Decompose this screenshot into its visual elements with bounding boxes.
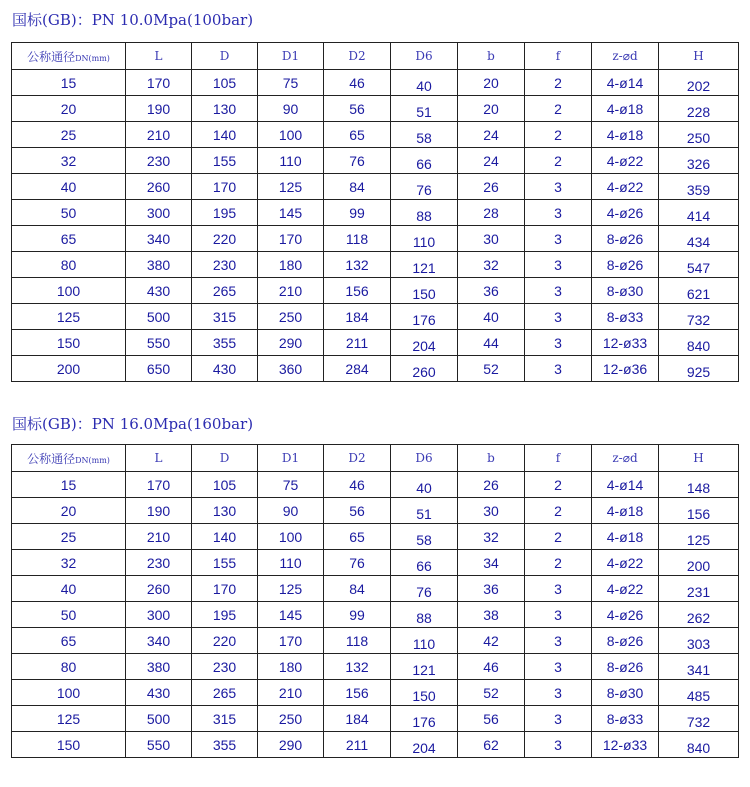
header-d1: D1 — [258, 43, 324, 70]
cell-h: 840 — [659, 735, 739, 761]
header-b: b — [458, 445, 525, 472]
cell-h: 262 — [659, 605, 739, 631]
cell-b: 28 — [458, 200, 525, 226]
cell-d6: 176 — [391, 709, 458, 735]
cell-d1: 290 — [258, 732, 324, 758]
cell-h: 202 — [659, 73, 739, 99]
cell-b: 36 — [458, 278, 525, 304]
cell-b: 40 — [458, 304, 525, 330]
cell-f: 2 — [525, 148, 592, 174]
cell-dn: 80 — [12, 252, 126, 278]
cell-zd: 8-ø26 — [592, 628, 659, 654]
cell-d2: 156 — [324, 278, 391, 304]
cell-d6: 204 — [391, 333, 458, 359]
cell-b: 44 — [458, 330, 525, 356]
cell-zd: 12-ø33 — [592, 732, 659, 758]
cell-f: 3 — [525, 680, 592, 706]
dimension-table — [11, 444, 739, 758]
cell-d6: 66 — [391, 553, 458, 579]
cell-l: 170 — [126, 70, 192, 96]
table-row — [12, 356, 739, 382]
cell-d6: 110 — [391, 229, 458, 255]
cell-d: 355 — [192, 330, 258, 356]
header-d: D — [192, 445, 258, 472]
table-row — [12, 226, 739, 252]
cell-l: 340 — [126, 226, 192, 252]
cell-f: 3 — [525, 356, 592, 382]
cell-d: 265 — [192, 680, 258, 706]
cell-h: 200 — [659, 553, 739, 579]
cell-d6: 150 — [391, 281, 458, 307]
cell-d1: 145 — [258, 200, 324, 226]
cell-zd: 4-ø18 — [592, 524, 659, 550]
cell-f: 3 — [525, 602, 592, 628]
cell-d: 170 — [192, 576, 258, 602]
cell-f: 3 — [525, 576, 592, 602]
cell-l: 230 — [126, 550, 192, 576]
cell-h: 228 — [659, 99, 739, 125]
cell-d2: 99 — [324, 602, 391, 628]
table-row — [12, 472, 739, 498]
cell-dn: 100 — [12, 680, 126, 706]
cell-f: 3 — [525, 706, 592, 732]
cell-d6: 40 — [391, 475, 458, 501]
table-row — [12, 252, 739, 278]
cell-f: 2 — [525, 524, 592, 550]
cell-d2: 184 — [324, 304, 391, 330]
cell-d6: 110 — [391, 631, 458, 657]
cell-f: 3 — [525, 330, 592, 356]
cell-dn: 125 — [12, 706, 126, 732]
cell-l: 260 — [126, 576, 192, 602]
header-dn — [12, 445, 126, 472]
cell-d6: 260 — [391, 359, 458, 385]
cell-dn: 25 — [12, 524, 126, 550]
cell-d: 315 — [192, 304, 258, 330]
cell-d: 355 — [192, 732, 258, 758]
header-l: L — [126, 445, 192, 472]
cell-d: 130 — [192, 96, 258, 122]
cell-d2: 76 — [324, 550, 391, 576]
cell-f: 3 — [525, 732, 592, 758]
cell-h: 341 — [659, 657, 739, 683]
cell-h: 621 — [659, 281, 739, 307]
cell-b: 52 — [458, 356, 525, 382]
cell-d1: 250 — [258, 304, 324, 330]
cell-d6: 150 — [391, 683, 458, 709]
cell-d1: 75 — [258, 472, 324, 498]
table-row — [12, 174, 739, 200]
header-d2: D2 — [324, 445, 391, 472]
cell-d2: 65 — [324, 524, 391, 550]
cell-zd: 8-ø26 — [592, 252, 659, 278]
cell-d2: 99 — [324, 200, 391, 226]
cell-b: 24 — [458, 122, 525, 148]
cell-dn: 25 — [12, 122, 126, 148]
cell-d6: 204 — [391, 735, 458, 761]
header-dn-unit: DN(mm) — [75, 53, 110, 63]
cell-l: 500 — [126, 304, 192, 330]
cell-d6: 176 — [391, 307, 458, 333]
cell-d: 155 — [192, 550, 258, 576]
cell-d: 315 — [192, 706, 258, 732]
cell-f: 2 — [525, 96, 592, 122]
header-d1: D1 — [258, 445, 324, 472]
cell-d6: 66 — [391, 151, 458, 177]
cell-zd: 4-ø22 — [592, 148, 659, 174]
cell-d1: 100 — [258, 122, 324, 148]
cell-d6: 40 — [391, 73, 458, 99]
cell-l: 210 — [126, 122, 192, 148]
cell-h: 326 — [659, 151, 739, 177]
table-row — [12, 680, 739, 706]
header-zd: z-⌀d — [592, 445, 659, 472]
cell-d2: 84 — [324, 576, 391, 602]
cell-d1: 145 — [258, 602, 324, 628]
cell-d: 430 — [192, 356, 258, 382]
table-row — [12, 330, 739, 356]
table-row — [12, 628, 739, 654]
cell-h: 547 — [659, 255, 739, 281]
cell-zd: 12-ø36 — [592, 356, 659, 382]
header-dn-label: 公称通径 — [27, 451, 76, 466]
header-f: f — [525, 43, 592, 70]
cell-d: 230 — [192, 252, 258, 278]
cell-l: 380 — [126, 252, 192, 278]
cell-d2: 211 — [324, 732, 391, 758]
cell-b: 20 — [458, 70, 525, 96]
cell-dn: 125 — [12, 304, 126, 330]
header-dn — [12, 43, 126, 70]
header-dn-label: 公称通径 — [27, 49, 76, 64]
table-row — [12, 304, 739, 330]
cell-zd: 4-ø14 — [592, 70, 659, 96]
cell-d1: 90 — [258, 96, 324, 122]
cell-d6: 88 — [391, 203, 458, 229]
table-row — [12, 278, 739, 304]
cell-dn: 40 — [12, 576, 126, 602]
cell-d: 105 — [192, 70, 258, 96]
cell-dn: 32 — [12, 550, 126, 576]
cell-d: 130 — [192, 498, 258, 524]
cell-d1: 110 — [258, 148, 324, 174]
cell-dn: 150 — [12, 330, 126, 356]
cell-d2: 76 — [324, 148, 391, 174]
cell-b: 34 — [458, 550, 525, 576]
cell-d: 170 — [192, 174, 258, 200]
cell-l: 230 — [126, 148, 192, 174]
cell-d6: 58 — [391, 125, 458, 151]
cell-zd: 8-ø33 — [592, 706, 659, 732]
cell-d2: 211 — [324, 330, 391, 356]
table-row — [12, 200, 739, 226]
cell-b: 62 — [458, 732, 525, 758]
cell-zd: 12-ø33 — [592, 330, 659, 356]
cell-d2: 118 — [324, 628, 391, 654]
cell-d6: 121 — [391, 255, 458, 281]
cell-zd: 8-ø26 — [592, 654, 659, 680]
cell-dn: 32 — [12, 148, 126, 174]
cell-d6: 76 — [391, 177, 458, 203]
cell-d6: 51 — [391, 501, 458, 527]
table-title: 国标(GB)：PN 10.0Mpa(100bar) — [12, 11, 254, 29]
cell-f: 3 — [525, 226, 592, 252]
header-d2: D2 — [324, 43, 391, 70]
cell-d2: 84 — [324, 174, 391, 200]
cell-b: 32 — [458, 524, 525, 550]
cell-zd: 4-ø22 — [592, 576, 659, 602]
cell-d1: 180 — [258, 252, 324, 278]
cell-d2: 65 — [324, 122, 391, 148]
cell-l: 170 — [126, 472, 192, 498]
cell-dn: 50 — [12, 200, 126, 226]
cell-b: 32 — [458, 252, 525, 278]
cell-f: 3 — [525, 174, 592, 200]
cell-d2: 118 — [324, 226, 391, 252]
cell-d: 265 — [192, 278, 258, 304]
table-row — [12, 148, 739, 174]
cell-h: 156 — [659, 501, 739, 527]
cell-f: 3 — [525, 304, 592, 330]
cell-d2: 184 — [324, 706, 391, 732]
cell-d: 220 — [192, 226, 258, 252]
cell-zd: 4-ø18 — [592, 498, 659, 524]
table-row — [12, 602, 739, 628]
cell-zd: 8-ø33 — [592, 304, 659, 330]
cell-l: 210 — [126, 524, 192, 550]
cell-l: 550 — [126, 330, 192, 356]
cell-d1: 360 — [258, 356, 324, 382]
cell-zd: 8-ø26 — [592, 226, 659, 252]
cell-h: 231 — [659, 579, 739, 605]
cell-d2: 46 — [324, 472, 391, 498]
cell-d1: 170 — [258, 226, 324, 252]
cell-f: 3 — [525, 278, 592, 304]
cell-d1: 100 — [258, 524, 324, 550]
cell-f: 2 — [525, 472, 592, 498]
cell-dn: 15 — [12, 70, 126, 96]
cell-d: 105 — [192, 472, 258, 498]
cell-d: 195 — [192, 200, 258, 226]
cell-f: 2 — [525, 70, 592, 96]
header-h: H — [659, 445, 739, 472]
cell-zd: 8-ø30 — [592, 680, 659, 706]
cell-l: 430 — [126, 680, 192, 706]
cell-d1: 250 — [258, 706, 324, 732]
cell-dn: 40 — [12, 174, 126, 200]
header-b: b — [458, 43, 525, 70]
cell-h: 303 — [659, 631, 739, 657]
cell-dn: 50 — [12, 602, 126, 628]
cell-d1: 210 — [258, 680, 324, 706]
cell-l: 300 — [126, 602, 192, 628]
table-row — [12, 576, 739, 602]
cell-d: 140 — [192, 122, 258, 148]
cell-zd: 4-ø18 — [592, 96, 659, 122]
cell-d: 195 — [192, 602, 258, 628]
cell-d1: 290 — [258, 330, 324, 356]
table-row — [12, 524, 739, 550]
table-row — [12, 122, 739, 148]
cell-dn: 80 — [12, 654, 126, 680]
cell-b: 26 — [458, 174, 525, 200]
cell-f: 3 — [525, 200, 592, 226]
cell-b: 24 — [458, 148, 525, 174]
cell-d2: 132 — [324, 654, 391, 680]
cell-l: 190 — [126, 96, 192, 122]
cell-f: 3 — [525, 628, 592, 654]
cell-f: 2 — [525, 550, 592, 576]
cell-b: 46 — [458, 654, 525, 680]
cell-d2: 56 — [324, 96, 391, 122]
dimension-table — [11, 42, 739, 382]
cell-d2: 132 — [324, 252, 391, 278]
cell-dn: 200 — [12, 356, 126, 382]
cell-f: 3 — [525, 654, 592, 680]
cell-d2: 156 — [324, 680, 391, 706]
cell-zd: 4-ø14 — [592, 472, 659, 498]
cell-d1: 180 — [258, 654, 324, 680]
cell-h: 359 — [659, 177, 739, 203]
cell-zd: 4-ø22 — [592, 174, 659, 200]
cell-l: 650 — [126, 356, 192, 382]
cell-d6: 88 — [391, 605, 458, 631]
cell-d2: 284 — [324, 356, 391, 382]
cell-d: 230 — [192, 654, 258, 680]
cell-h: 125 — [659, 527, 739, 553]
cell-l: 550 — [126, 732, 192, 758]
cell-h: 732 — [659, 709, 739, 735]
cell-b: 20 — [458, 96, 525, 122]
table-row — [12, 96, 739, 122]
cell-zd: 8-ø30 — [592, 278, 659, 304]
cell-l: 430 — [126, 278, 192, 304]
cell-b: 30 — [458, 498, 525, 524]
cell-d2: 56 — [324, 498, 391, 524]
cell-d1: 125 — [258, 174, 324, 200]
cell-d2: 46 — [324, 70, 391, 96]
cell-dn: 100 — [12, 278, 126, 304]
cell-d6: 76 — [391, 579, 458, 605]
cell-d6: 51 — [391, 99, 458, 125]
cell-zd: 4-ø26 — [592, 602, 659, 628]
cell-h: 148 — [659, 475, 739, 501]
cell-b: 56 — [458, 706, 525, 732]
cell-h: 434 — [659, 229, 739, 255]
cell-h: 925 — [659, 359, 739, 385]
header-l: L — [126, 43, 192, 70]
header-d: D — [192, 43, 258, 70]
header-row — [12, 43, 739, 70]
header-row — [12, 445, 739, 472]
cell-b: 38 — [458, 602, 525, 628]
cell-dn: 20 — [12, 498, 126, 524]
cell-h: 840 — [659, 333, 739, 359]
table-row — [12, 550, 739, 576]
table-row — [12, 498, 739, 524]
table-row — [12, 70, 739, 96]
cell-l: 300 — [126, 200, 192, 226]
table-title: 国标(GB)：PN 16.0Mpa(160bar) — [12, 415, 254, 433]
cell-dn: 150 — [12, 732, 126, 758]
cell-h: 250 — [659, 125, 739, 151]
cell-b: 36 — [458, 576, 525, 602]
cell-dn: 20 — [12, 96, 126, 122]
cell-d6: 121 — [391, 657, 458, 683]
cell-l: 380 — [126, 654, 192, 680]
cell-l: 260 — [126, 174, 192, 200]
cell-d: 220 — [192, 628, 258, 654]
cell-d1: 125 — [258, 576, 324, 602]
cell-h: 414 — [659, 203, 739, 229]
cell-dn: 65 — [12, 226, 126, 252]
cell-d1: 110 — [258, 550, 324, 576]
header-d6: D6 — [391, 43, 458, 70]
cell-b: 26 — [458, 472, 525, 498]
cell-b: 52 — [458, 680, 525, 706]
cell-d6: 58 — [391, 527, 458, 553]
cell-d: 140 — [192, 524, 258, 550]
cell-zd: 4-ø26 — [592, 200, 659, 226]
cell-l: 190 — [126, 498, 192, 524]
header-zd: z-⌀d — [592, 43, 659, 70]
cell-h: 485 — [659, 683, 739, 709]
cell-d: 155 — [192, 148, 258, 174]
cell-zd: 4-ø22 — [592, 550, 659, 576]
cell-b: 30 — [458, 226, 525, 252]
cell-zd: 4-ø18 — [592, 122, 659, 148]
table-row — [12, 732, 739, 758]
cell-f: 2 — [525, 122, 592, 148]
cell-b: 42 — [458, 628, 525, 654]
header-h: H — [659, 43, 739, 70]
cell-dn: 65 — [12, 628, 126, 654]
cell-d1: 75 — [258, 70, 324, 96]
cell-dn: 15 — [12, 472, 126, 498]
cell-d1: 210 — [258, 278, 324, 304]
cell-d1: 90 — [258, 498, 324, 524]
header-d6: D6 — [391, 445, 458, 472]
table-row — [12, 654, 739, 680]
cell-l: 500 — [126, 706, 192, 732]
table-row — [12, 706, 739, 732]
header-f: f — [525, 445, 592, 472]
cell-d1: 170 — [258, 628, 324, 654]
header-dn-unit: DN(mm) — [75, 455, 110, 465]
cell-f: 2 — [525, 498, 592, 524]
cell-h: 732 — [659, 307, 739, 333]
cell-f: 3 — [525, 252, 592, 278]
cell-l: 340 — [126, 628, 192, 654]
